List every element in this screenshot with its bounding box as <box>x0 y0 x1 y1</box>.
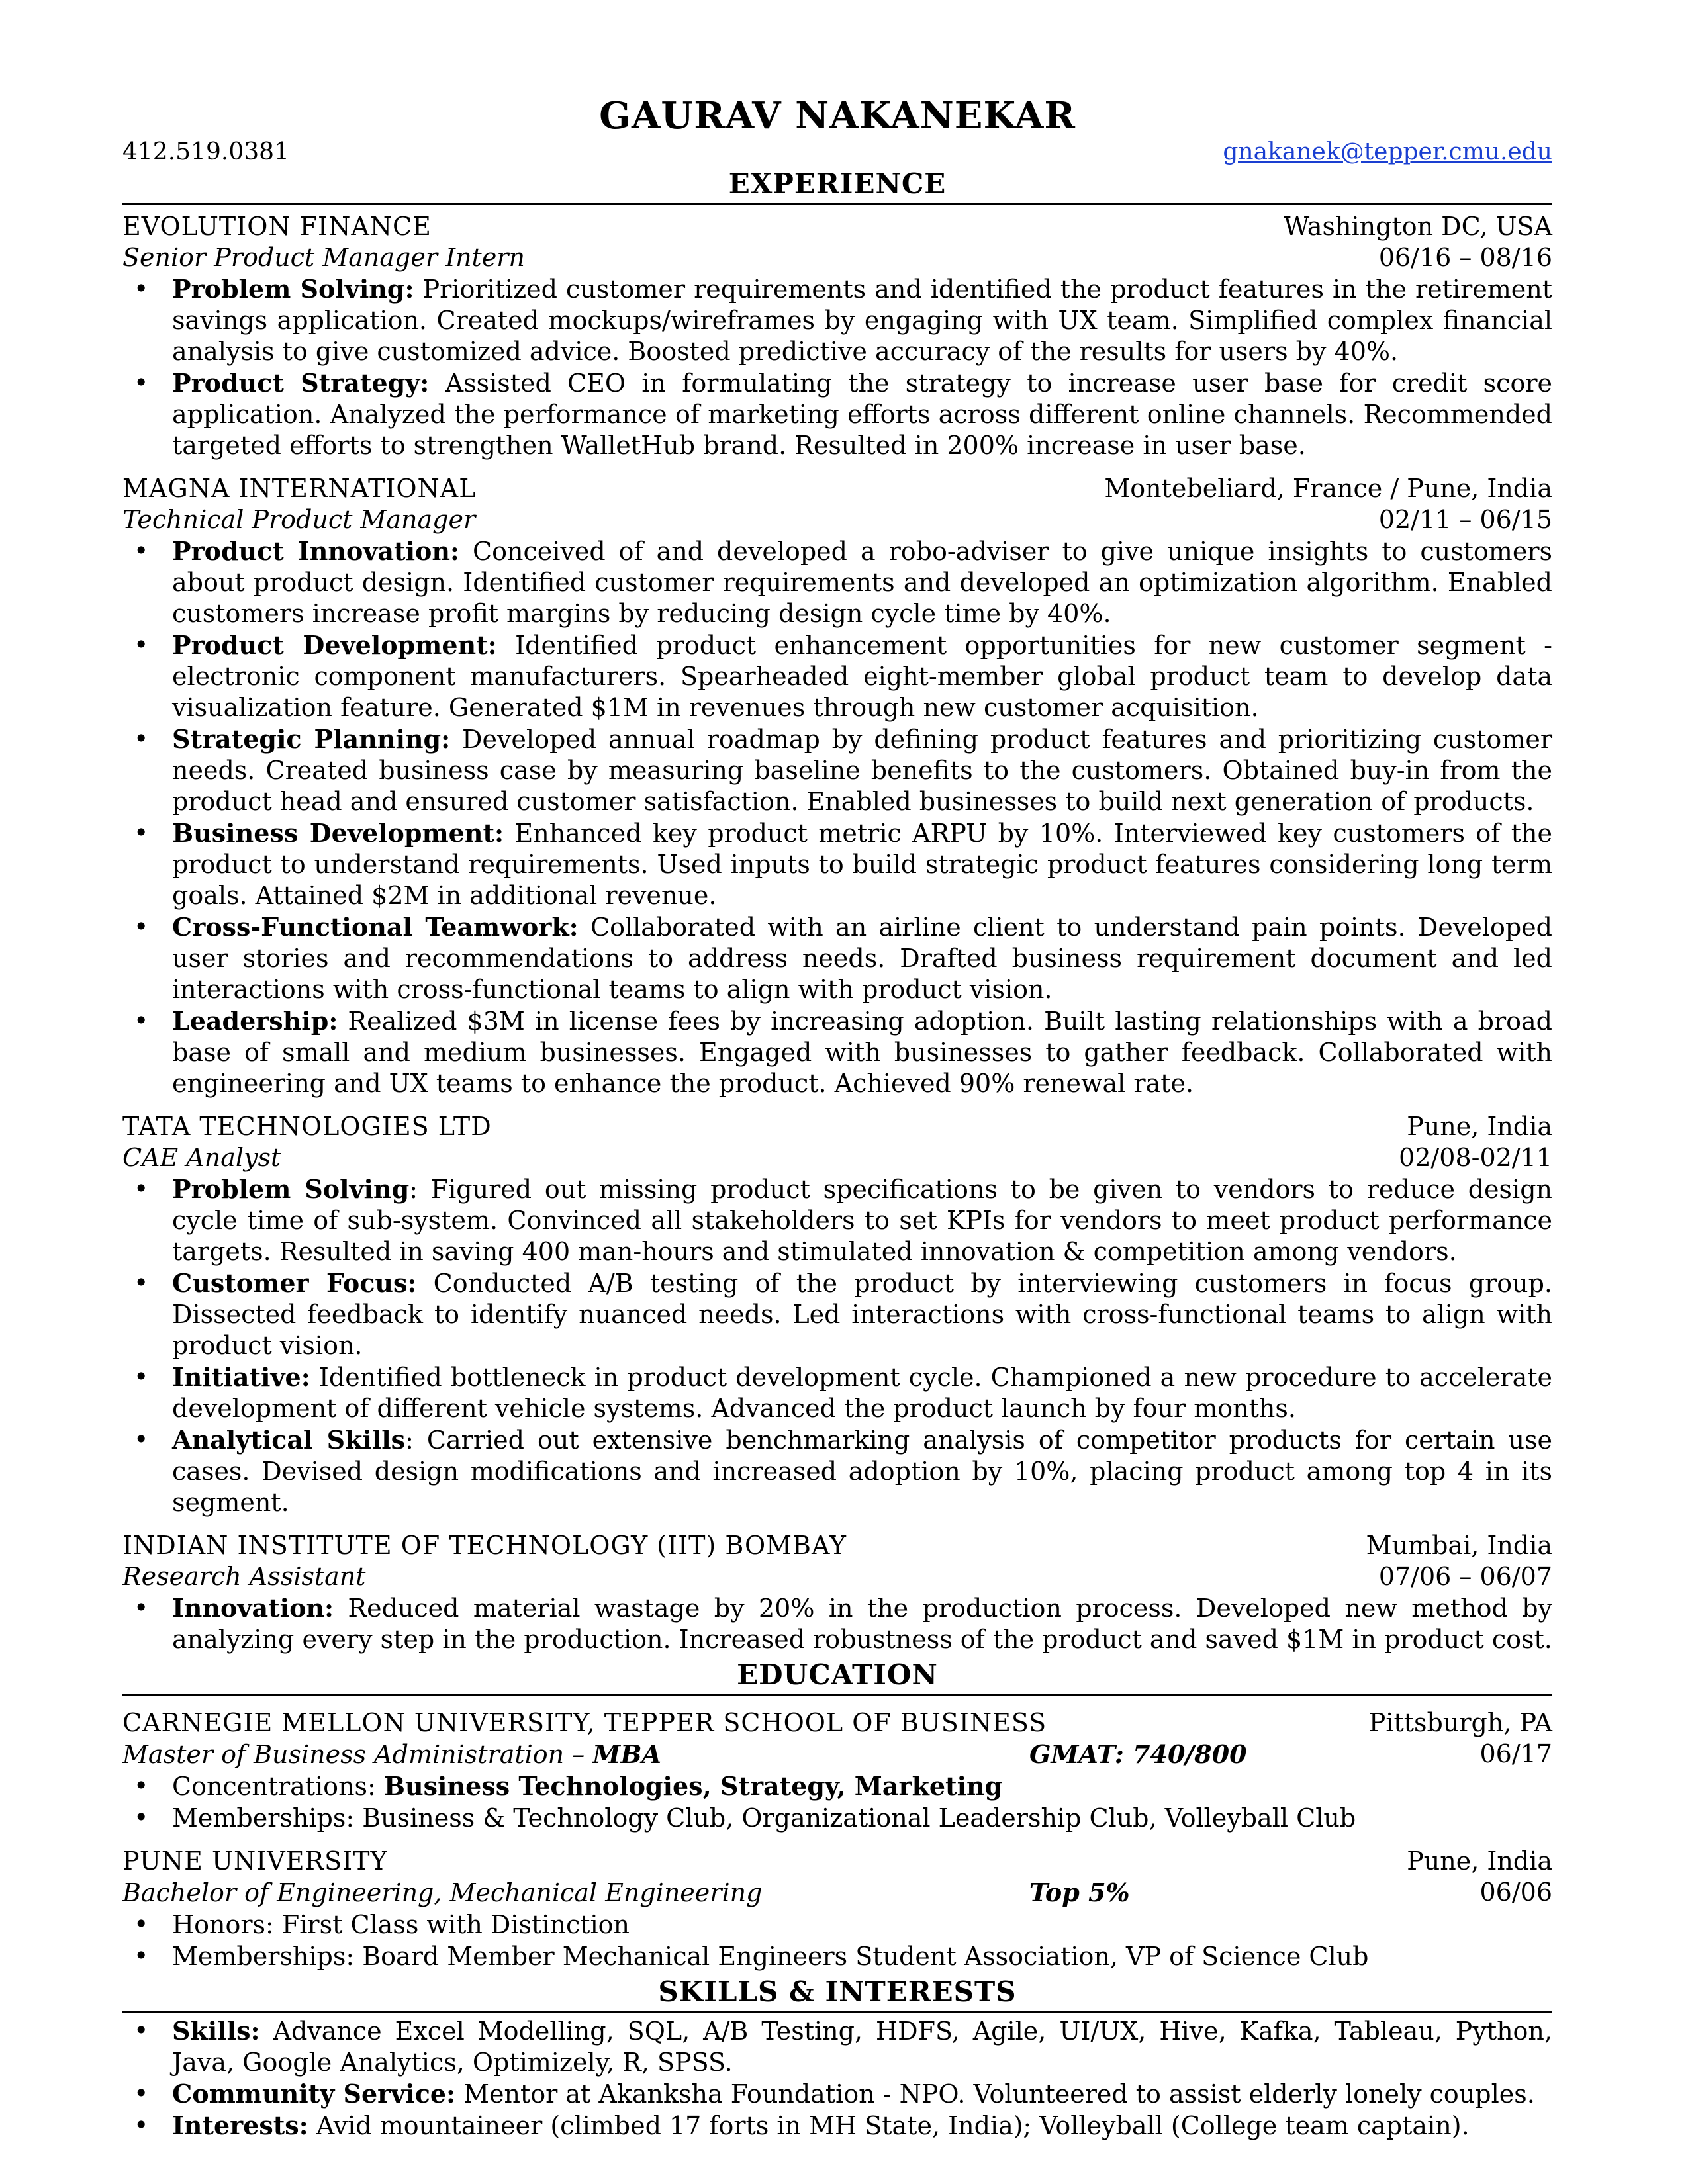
bullet-text: Conducted A/B testing of the product by interviewing customers in focus group. Dissected feedback to identify nuanced needs. Led interactions with cross-functional teams to align with product vision. <box>172 1269 1553 1360</box>
job-bullets <box>122 1173 1552 1518</box>
school-location: Pittsburgh, PA <box>1368 1708 1552 1737</box>
bullet-label: Cross-Functional Teamwork: <box>172 912 579 942</box>
job-role-row <box>122 1561 1552 1592</box>
bullet-item <box>172 1005 1552 1099</box>
job-dates: 07/06 – 06/07 <box>1378 1562 1552 1591</box>
job-entry <box>122 211 1552 461</box>
skills-text: Avid mountaineer (climbed 17 forts in MH State, India); Volleyball (College team captain). <box>308 2111 1470 2140</box>
bullet-text: Conceived of and developed a robo-adviser to give unique insights to customers about product design. Identified customer requirements and developed an optimization algorithm. Enabled customers increase profit margins by reducing design cycle time by 40%. <box>172 537 1552 628</box>
job-organization: INDIAN INSTITUTE OF TECHNOLOGY (IIT) BOMBAY <box>122 1531 847 1560</box>
degree-name: Bachelor of Engineering, Mechanical Engineering <box>122 1878 763 1907</box>
bullet-label: Product Development: <box>172 630 497 660</box>
bullet-emphasis: Business Technologies, Strategy, Marketing <box>383 1771 1003 1801</box>
school-bullets <box>122 1770 1552 1834</box>
job-role-row <box>122 242 1552 273</box>
skills-label: Community Service: <box>172 2079 456 2109</box>
contact-line <box>122 136 1552 168</box>
job-organization: MAGNA INTERNATIONAL <box>122 474 477 503</box>
bullet-item <box>172 1592 1552 1655</box>
bullet-text: Realized $3M in license fees by increasing adoption. Built lasting relationships with a broad base of small and medium businesses. Engaged with businesses to gather feedback. Collaborated with engineering and UX teams to enhance the product. Achieved 90% renewal rate. <box>172 1007 1552 1098</box>
job-entry <box>122 1111 1552 1518</box>
job-dates: 06/16 – 08/16 <box>1378 243 1552 272</box>
bullet-text: Enhanced key product metric ARPU by 10%. Interviewed key customers of the product to understand requirements. Used inputs to build strategic product features considering long term goals. Attained $2M in additional revenue. <box>172 819 1553 910</box>
skills-item <box>172 2015 1552 2078</box>
bullet-item <box>172 817 1552 911</box>
job-role: Research Assistant <box>122 1562 366 1591</box>
skills-item <box>172 2078 1552 2110</box>
bullet-label: Business Development: <box>172 818 504 848</box>
skills-text: Advance Excel Modelling, SQL, A/B Testing, HDFS, Agile, UI/UX, Hive, Kafka, Tableau, Python, Java, Google Analytics, Optimizely, R, SPSS. <box>172 2017 1552 2077</box>
bullet-text: Prioritized customer requirements and identified the product features in the retirement savings application. Created mockups/wireframes by engaging with UX team. Simplified complex financial analysis to give customized advice. Boosted predictive accuracy of the results for users by 40%. <box>172 275 1552 366</box>
bullet-label: Initiative: <box>172 1362 310 1392</box>
job-bullets <box>122 273 1552 461</box>
degree <box>122 1739 1029 1770</box>
bullet-item <box>172 1173 1552 1267</box>
bullet-text: Reduced material wastage by 20% in the production process. Developed new method by analyzing every step in the production. Increased robustness of the product and saved $1M in product cost. <box>172 1594 1552 1654</box>
bullet-text: Identified bottleneck in product development cycle. Championed a new procedure to accelerate development of different vehicle systems. Advanced the product launch by four months. <box>172 1363 1552 1423</box>
job-header-row <box>122 211 1552 242</box>
bullet-text: Concentrations: <box>172 1772 384 1801</box>
bullet-text: Collaborated with an airline client to understand pain points. Developed user stories and recommendations to address needs. Drafted business requirement document and led interactions with cross-functional teams to align with product vision. <box>172 913 1552 1004</box>
degree-abbrev: MBA <box>592 1739 661 1769</box>
job-bullets <box>122 535 1552 1099</box>
job-organization: EVOLUTION FINANCE <box>122 212 432 241</box>
bullet-text: Honors: First Class with Distinction <box>172 1910 630 1939</box>
bullet-text: : Figured out missing product specifications to be given to vendors to reduce design cycle time of sub-system. Convinced all stakeholders to set KPIs for vendors to meet product performance targets. Resulted in saving 400 man-hours and stimulated innovation & competition among vendors. <box>172 1175 1552 1266</box>
job-location: Mumbai, India <box>1366 1531 1552 1560</box>
bullet-label: Customer Focus: <box>172 1268 417 1298</box>
degree-row <box>122 1739 1552 1770</box>
job-location: Washington DC, USA <box>1284 212 1552 241</box>
bullet-item <box>172 273 1552 367</box>
bullet-item <box>172 1802 1552 1834</box>
school-header-row <box>122 1707 1552 1739</box>
bullet-item <box>172 535 1552 629</box>
job-role-row <box>122 504 1552 535</box>
candidate-name: GAURAV NAKANEKAR <box>599 94 1076 138</box>
school-name: PUNE UNIVERSITY <box>122 1846 388 1876</box>
job-bullets <box>122 1592 1552 1655</box>
school-entry <box>122 1707 1552 1834</box>
bullet-label: Problem Solving: <box>172 274 414 304</box>
job-dates: 02/08-02/11 <box>1399 1143 1552 1172</box>
bullet-label: Leadership: <box>172 1006 338 1036</box>
job-role: Senior Product Manager Intern <box>122 243 525 272</box>
school-entry <box>122 1846 1552 1972</box>
job-dates: 02/11 – 06/15 <box>1378 505 1552 534</box>
degree-dates: 06/17 <box>1479 1739 1552 1768</box>
bullet-text: Developed annual roadmap by defining product features and prioritizing customer needs. Created business case by measuring baseline benefits to the customers. Obtained buy-in from the product head and ensured customer satisfaction. Enabled businesses to build next generation of products. <box>172 725 1553 816</box>
job-role: CAE Analyst <box>122 1143 281 1172</box>
job-location: Pune, India <box>1407 1112 1552 1141</box>
school-bullets <box>122 1909 1552 1972</box>
bullet-label: Innovation: <box>172 1593 334 1623</box>
bullet-item <box>172 1909 1552 1940</box>
bullet-item <box>172 367 1552 461</box>
bullet-label: Product Strategy: <box>172 368 430 398</box>
bullet-item <box>172 1770 1552 1802</box>
bullet-text: Memberships: Board Member Mechanical Engineers Student Association, VP of Science Club <box>172 1942 1369 1971</box>
skills-text: Mentor at Akanksha Foundation - NPO. Volunteered to assist elderly lonely couples. <box>455 2079 1535 2109</box>
bullet-item <box>172 1940 1552 1972</box>
bullet-item <box>172 723 1552 817</box>
skills-list <box>122 2015 1552 2142</box>
phone-number: 412.519.0381 <box>122 138 289 165</box>
bullet-text: : Carried out extensive benchmarking analysis of competitor products for certain use cases. Devised design modifications and increased adoption by 10%, placing product among top 4 in its segment. <box>172 1426 1552 1517</box>
bullet-item <box>172 1361 1552 1424</box>
bullet-label: Problem Solving <box>172 1174 410 1204</box>
job-entry <box>122 473 1552 1099</box>
bullet-item <box>172 1424 1552 1518</box>
degree-row <box>122 1877 1552 1909</box>
section-title-experience: EXPERIENCE <box>122 167 1552 205</box>
bullet-item <box>172 911 1552 1005</box>
bullet-text: Memberships: Business & Technology Club, Organizational Leadership Club, Volleyball Club <box>172 1803 1356 1833</box>
job-header-row <box>122 473 1552 504</box>
education-list <box>122 1707 1552 1972</box>
degree-dates: 06/06 <box>1479 1878 1552 1907</box>
section-title-skills: SKILLS & INTERESTS <box>122 1975 1552 2013</box>
job-role-row <box>122 1142 1552 1173</box>
bullet-item <box>172 1267 1552 1361</box>
job-location: Montebeliard, France / Pune, India <box>1104 474 1552 503</box>
degree-highlight: GMAT: 740/800 <box>1029 1739 1247 1769</box>
job-organization: TATA TECHNOLOGIES LTD <box>122 1112 492 1141</box>
section-title-education: EDUCATION <box>122 1658 1552 1696</box>
experience-list <box>122 211 1552 1655</box>
degree <box>122 1877 1029 1909</box>
school-name: CARNEGIE MELLON UNIVERSITY, TEPPER SCHOOL OF BUSINESS <box>122 1708 1047 1737</box>
bullet-label: Strategic Planning: <box>172 724 451 754</box>
degree-highlight: Top 5% <box>1029 1878 1130 1907</box>
job-header-row <box>122 1530 1552 1561</box>
bullet-label: Analytical Skills <box>172 1425 406 1455</box>
bullet-text: Identified product enhancement opportunities for new customer segment -electronic component manufacturers. Spearheaded eight-member global product team to develop data visualization feature. Generated $1M in revenues through new customer acquisition. <box>172 631 1552 722</box>
job-header-row <box>122 1111 1552 1142</box>
bullet-label: Product Innovation: <box>172 536 460 566</box>
skills-item <box>172 2110 1552 2142</box>
bullet-text: Assisted CEO in formulating the strategy to increase user base for credit score application. Analyzed the performance of marketing efforts across different online channels. Recommended targeted efforts to strengthen WalletHub brand. Resulted in 200% increase in user base. <box>172 369 1553 460</box>
school-header-row <box>122 1846 1552 1877</box>
skills-label: Interests: <box>172 2111 308 2140</box>
email-link[interactable]: gnakanek@tepper.cmu.edu <box>1223 138 1552 165</box>
job-role: Technical Product Manager <box>122 505 476 534</box>
skills-label: Skills: <box>172 2016 260 2046</box>
job-entry <box>122 1530 1552 1655</box>
degree-name: Master of Business Administration – <box>122 1740 593 1769</box>
bullet-item <box>172 629 1552 723</box>
school-location: Pune, India <box>1407 1846 1552 1876</box>
